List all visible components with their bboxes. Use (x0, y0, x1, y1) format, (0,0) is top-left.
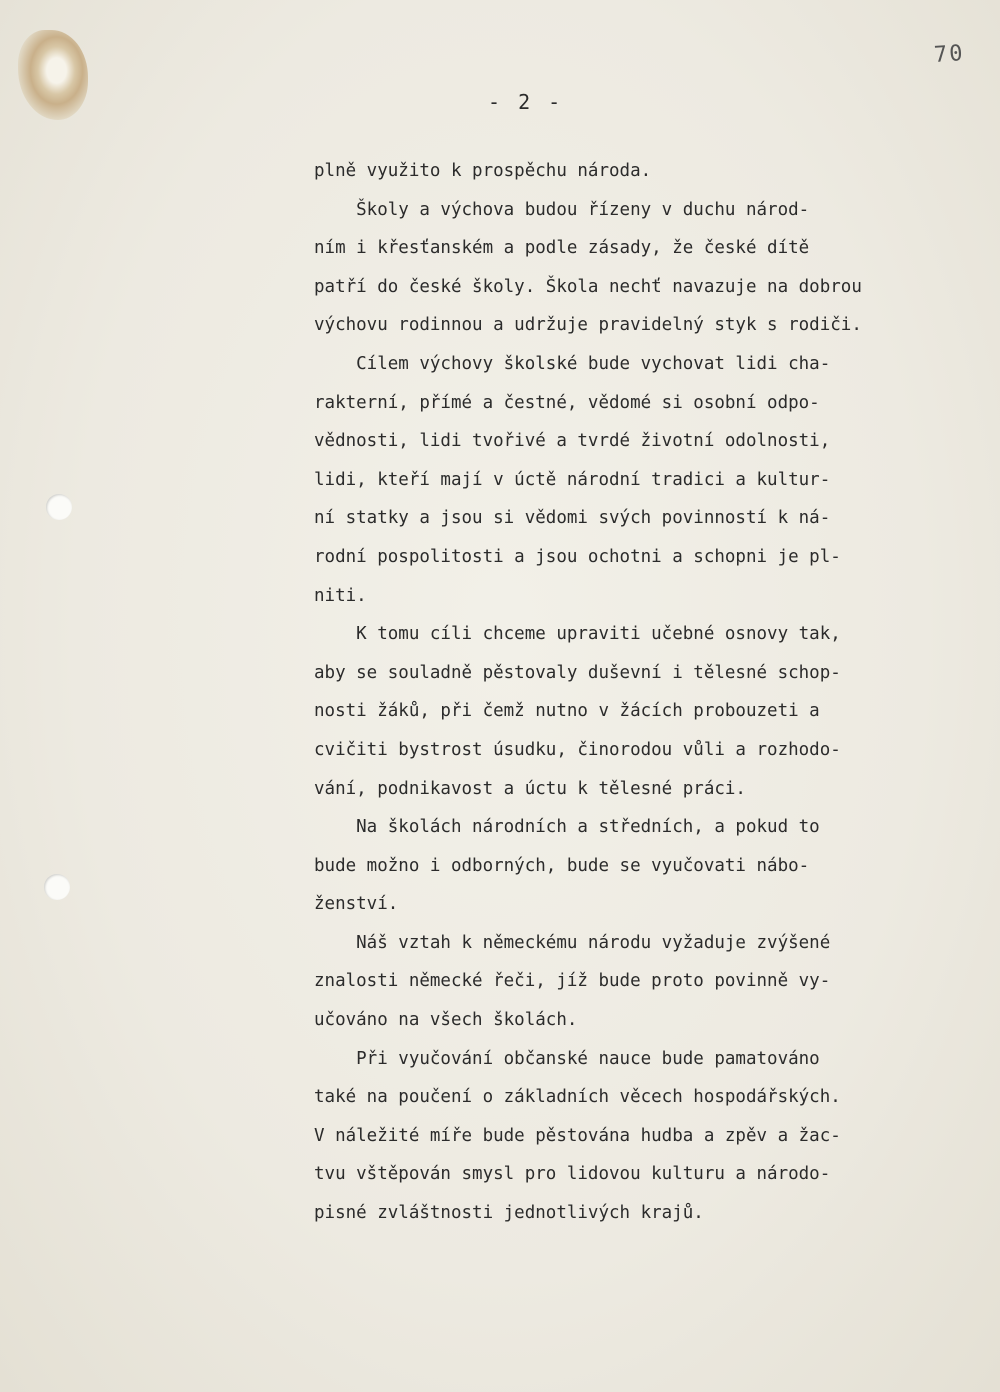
text-line: znalosti německé řeči, jíž bude proto povinně vy- (314, 971, 831, 992)
text-line: Náš vztah k německému národu vyžaduje zvýšené (314, 932, 831, 953)
text-line: nosti žáků, při čemž nutno v žácích probouzeti a (314, 701, 820, 722)
text-line: vání, podnikavost a úctu k tělesné práci. (314, 778, 746, 799)
text-line: V náležité míře bude pěstována hudba a zpěv a žac- (314, 1125, 841, 1146)
text-line: rakterní, přímé a čestné, vědomé si osobní odpo- (314, 392, 820, 413)
text-line: lidi, kteří mají v úctě národní tradici a kultur- (314, 469, 831, 490)
text-line: výchovu rodinnou a udržuje pravidelný styk s rodiči. (314, 315, 862, 336)
text-line: ženství. (314, 894, 399, 915)
text-line: niti. (314, 585, 367, 606)
text-line: učováno na všech školách. (314, 1010, 578, 1031)
text-line: rodní pospolitosti a jsou ochotni a schopni je pl- (314, 546, 841, 567)
punch-hole (44, 874, 70, 900)
body-text (314, 152, 964, 1233)
handwritten-page-mark: 70 (933, 40, 966, 69)
page-number: - 2 - (488, 90, 564, 114)
text-line: pisné zvláštnosti jednotlivých krajů. (314, 1203, 704, 1224)
text-line: Školy a výchova budou řízeny v duchu národ- (314, 199, 810, 220)
text-line: vědnosti, lidi tvořivé a tvrdé životní odolnosti, (314, 431, 831, 452)
text-line: tvu vštěpován smysl pro lidovou kulturu a národo- (314, 1164, 831, 1185)
paper-stain (18, 30, 88, 120)
text-line: patří do české školy. Škola nechť navazuje na dobrou (314, 276, 862, 297)
text-line: aby se souladně pěstovaly duševní i tělesné schop- (314, 662, 841, 683)
text-line: ním i křesťanském a podle zásady, že české dítě (314, 238, 810, 259)
punch-hole (46, 494, 72, 520)
text-line: Na školách národních a středních, a pokud to (314, 817, 820, 838)
text-line: ní statky a jsou si vědomi svých povinností k ná- (314, 508, 831, 529)
text-line: K tomu cíli chceme upraviti učebné osnovy tak, (314, 624, 841, 645)
text-line: také na poučení o základních věcech hospodářských. (314, 1087, 841, 1108)
text-line: plně využito k prospěchu národa. (314, 161, 652, 181)
text-line: Při vyučování občanské nauce bude pamatováno (314, 1048, 820, 1069)
text-line: cvičiti bystrost úsudku, činorodou vůli a rozhodo- (314, 739, 841, 760)
text-line: Cílem výchovy školské bude vychovat lidi cha- (314, 353, 831, 374)
text-line: bude možno i odborných, bude se vyučovati nábo- (314, 855, 810, 876)
